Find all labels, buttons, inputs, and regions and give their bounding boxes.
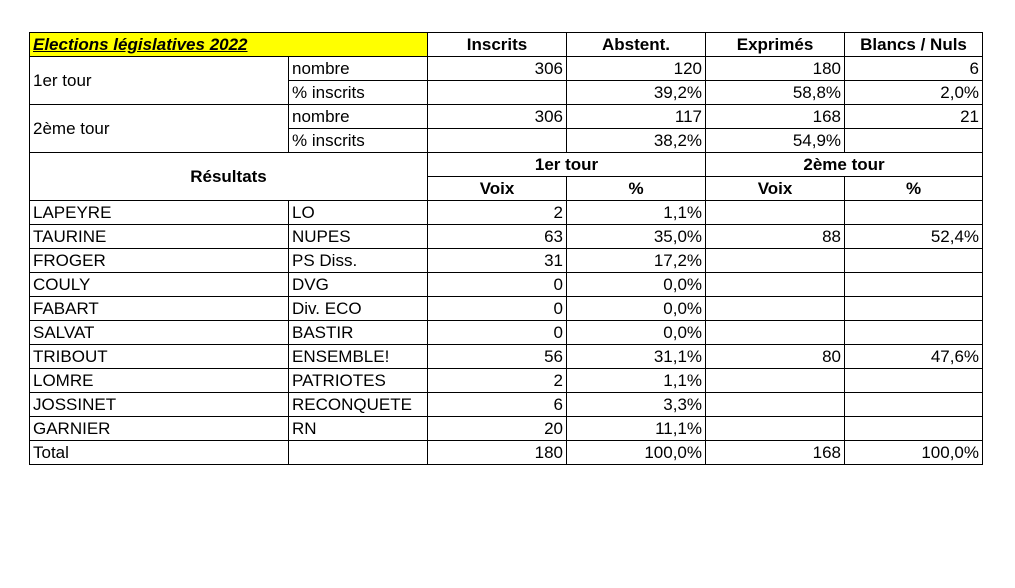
candidate-pct-round1[interactable]: 1,1% [567,201,706,225]
candidate-voix-round1[interactable]: 0 [428,297,567,321]
candidate-pct-round2[interactable] [845,369,983,393]
tour2-label[interactable]: 2ème tour [30,105,289,153]
candidate-pct-round2[interactable] [845,249,983,273]
header-inscrits[interactable]: Inscrits [428,33,567,57]
candidate-voix-round2[interactable] [706,369,845,393]
candidate-voix-round2[interactable] [706,393,845,417]
candidate-pct-round1[interactable]: 3,3% [567,393,706,417]
candidate-name[interactable]: COULY [30,273,289,297]
candidate-voix-round1[interactable]: 63 [428,225,567,249]
tour1-pct-exprimes[interactable]: 58,8% [706,81,845,105]
candidate-party[interactable]: LO [289,201,428,225]
table-row [30,225,983,249]
candidate-pct-round2[interactable] [845,393,983,417]
candidate-voix-round1[interactable]: 0 [428,321,567,345]
total-label[interactable]: Total [30,441,289,465]
candidate-voix-round1[interactable]: 0 [428,273,567,297]
header-abstentions[interactable]: Abstent. [567,33,706,57]
tour2-blancs-nuls[interactable]: 21 [845,105,983,129]
candidate-pct-round2[interactable] [845,201,983,225]
table-row [30,417,983,441]
candidate-voix-round2[interactable] [706,297,845,321]
candidate-party[interactable]: Div. ECO [289,297,428,321]
results-label[interactable]: Résultats [30,153,428,201]
candidate-name[interactable]: FROGER [30,249,289,273]
table-row [30,201,983,225]
candidate-pct-round2[interactable]: 52,4% [845,225,983,249]
candidate-pct-round1[interactable]: 0,0% [567,321,706,345]
candidate-party[interactable]: RECONQUETE [289,393,428,417]
candidate-pct-round1[interactable]: 0,0% [567,273,706,297]
candidate-name[interactable]: LAPEYRE [30,201,289,225]
round2-pct-header[interactable]: % [845,177,983,201]
candidate-name[interactable]: TAURINE [30,225,289,249]
candidate-pct-round2[interactable]: 47,6% [845,345,983,369]
tour2-nombre-label[interactable]: nombre [289,105,428,129]
tour2-pct-abstentions[interactable]: 38,2% [567,129,706,153]
total-voix-round2[interactable]: 168 [706,441,845,465]
candidate-voix-round2[interactable] [706,417,845,441]
candidate-name[interactable]: TRIBOUT [30,345,289,369]
candidate-pct-round1[interactable]: 1,1% [567,369,706,393]
tour2-pct-inscrits[interactable] [428,129,567,153]
candidate-party[interactable]: ENSEMBLE! [289,345,428,369]
table-row [30,321,983,345]
tour2-pct-exprimes[interactable]: 54,9% [706,129,845,153]
candidate-party[interactable]: PATRIOTES [289,369,428,393]
candidate-pct-round1[interactable]: 11,1% [567,417,706,441]
tour1-pct-blancs-nuls[interactable]: 2,0% [845,81,983,105]
tour1-pct-inscrits[interactable] [428,81,567,105]
tour2-exprimes[interactable]: 168 [706,105,845,129]
candidate-voix-round2[interactable] [706,321,845,345]
round1-pct-header[interactable]: % [567,177,706,201]
results-round2-header[interactable]: 2ème tour [706,153,983,177]
table-row [30,393,983,417]
table-row [30,249,983,273]
candidate-voix-round1[interactable]: 2 [428,201,567,225]
candidate-pct-round2[interactable] [845,417,983,441]
candidate-voix-round2[interactable] [706,201,845,225]
total-party[interactable] [289,441,428,465]
candidate-pct-round1[interactable]: 17,2% [567,249,706,273]
candidate-rows [30,201,983,441]
round2-voix-header[interactable]: Voix [706,177,845,201]
candidate-voix-round2[interactable]: 88 [706,225,845,249]
candidate-voix-round1[interactable]: 31 [428,249,567,273]
round1-voix-header[interactable]: Voix [428,177,567,201]
candidate-name[interactable]: JOSSINET [30,393,289,417]
header-blancs-nuls[interactable]: Blancs / Nuls [845,33,983,57]
tour2-pct-label[interactable]: % inscrits [289,129,428,153]
tour2-pct-blancs-nuls[interactable] [845,129,983,153]
sheet-title[interactable]: Elections législatives 2022 [30,33,428,57]
table-row [30,369,983,393]
candidate-voix-round2[interactable]: 80 [706,345,845,369]
tour1-blancs-nuls[interactable]: 6 [845,57,983,81]
candidate-voix-round2[interactable] [706,249,845,273]
tour1-exprimes[interactable]: 180 [706,57,845,81]
tour1-nombre-label[interactable]: nombre [289,57,428,81]
header-exprimes[interactable]: Exprimés [706,33,845,57]
candidate-voix-round1[interactable]: 20 [428,417,567,441]
table-row [30,273,983,297]
candidate-party[interactable]: DVG [289,273,428,297]
total-pct-round2[interactable]: 100,0% [845,441,983,465]
candidate-voix-round2[interactable] [706,273,845,297]
tour1-pct-label[interactable]: % inscrits [289,81,428,105]
election-results-sheet [29,32,983,465]
candidate-name[interactable]: GARNIER [30,417,289,441]
candidate-pct-round1[interactable]: 35,0% [567,225,706,249]
results-round1-header[interactable]: 1er tour [428,153,706,177]
candidate-pct-round2[interactable] [845,321,983,345]
tour2-inscrits[interactable]: 306 [428,105,567,129]
tour1-inscrits[interactable]: 306 [428,57,567,81]
candidate-pct-round2[interactable] [845,297,983,321]
candidate-voix-round1[interactable]: 6 [428,393,567,417]
candidate-pct-round1[interactable]: 0,0% [567,297,706,321]
candidate-party[interactable]: BASTIR [289,321,428,345]
table-row [30,345,983,369]
candidate-name[interactable]: FABART [30,297,289,321]
tour2-abstentions[interactable]: 117 [567,105,706,129]
table-row [30,297,983,321]
candidate-pct-round2[interactable] [845,273,983,297]
total-voix-round1[interactable]: 180 [428,441,567,465]
tour1-label[interactable]: 1er tour [30,57,289,105]
candidate-party[interactable]: PS Diss. [289,249,428,273]
total-pct-round1[interactable]: 100,0% [567,441,706,465]
candidate-voix-round1[interactable]: 56 [428,345,567,369]
candidate-party[interactable]: RN [289,417,428,441]
candidate-name[interactable]: SALVAT [30,321,289,345]
candidate-pct-round1[interactable]: 31,1% [567,345,706,369]
tour1-abstentions[interactable]: 120 [567,57,706,81]
candidate-party[interactable]: NUPES [289,225,428,249]
candidate-voix-round1[interactable]: 2 [428,369,567,393]
tour1-pct-abstentions[interactable]: 39,2% [567,81,706,105]
candidate-name[interactable]: LOMRE [30,369,289,393]
